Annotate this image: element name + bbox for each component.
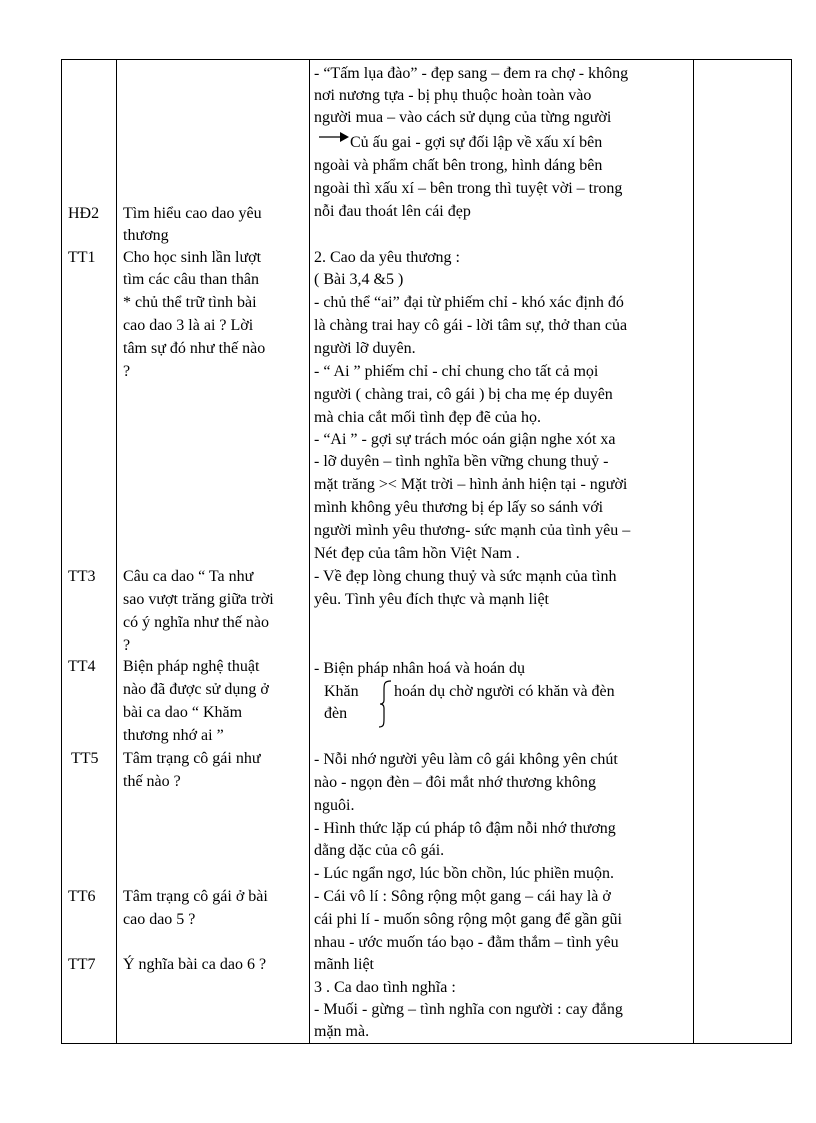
content-line: ngoài thì xấu xí – bên trong thì tuyệt vời – trong bbox=[314, 180, 623, 197]
content-line: - Cái vô lí : Sông rộng một gang – cái hay là ở bbox=[314, 888, 611, 905]
content-line: nơi nương tựa - bị phụ thuộc hoàn toàn vào bbox=[314, 87, 592, 104]
activity-line: Tâm trạng cô gái như bbox=[123, 750, 261, 767]
content-line: - lỡ duyên – tình nghĩa bền vững chung thuỷ - bbox=[314, 453, 609, 470]
brace-term: Khăn bbox=[324, 683, 359, 700]
content-line: nguôi. bbox=[314, 797, 355, 814]
row-code: HĐ2 bbox=[68, 205, 100, 222]
activity-line: bài ca dao “ Khăm bbox=[123, 704, 243, 721]
row-code: TT7 bbox=[68, 956, 96, 973]
arrow-right-icon bbox=[318, 130, 350, 144]
content-line: là chàng trai hay cô gái - lời tâm sự, thở than của bbox=[314, 317, 628, 334]
content-line: - Lúc ngẩn ngơ, lúc bồn chồn, lúc phiền muộn. bbox=[314, 865, 614, 882]
activity-line: ? bbox=[123, 363, 131, 380]
content-line: - Hình thức lặp cú pháp tô đậm nỗi nhớ thương bbox=[314, 820, 616, 837]
brace-term: đèn bbox=[324, 705, 348, 722]
content-line: - “ Ai ” phiếm chỉ - chỉ chung cho tất cả mọi bbox=[314, 363, 599, 380]
content-line: người lỡ duyên. bbox=[314, 340, 416, 357]
activity-line: Câu ca dao “ Ta như bbox=[123, 568, 254, 585]
content-line: - “Tấm lụa đào” - đẹp sang – đem ra chợ - không bbox=[314, 65, 629, 82]
content-line: 3 . Ca dao tình nghĩa : bbox=[314, 979, 456, 996]
column-divider bbox=[309, 60, 310, 1043]
content-line: Củ ấu gai - gợi sự đối lập về xấu xí bên bbox=[350, 134, 603, 151]
content-line: - chủ thể “ai” đại từ phiếm chỉ - khó xác định đó bbox=[314, 294, 624, 311]
content-line: nào - ngọn đèn – đôi mắt nhớ thương không bbox=[314, 774, 597, 791]
row-code: TT1 bbox=[68, 249, 96, 266]
activity-line: nào đã được sử dụng ở bbox=[123, 681, 269, 698]
content-line: dằng dặc của cô gái. bbox=[314, 842, 445, 859]
content-line: - Nỗi nhớ người yêu làm cô gái không yên chút bbox=[314, 751, 618, 768]
activity-line: * chủ thể trữ tình bài bbox=[123, 294, 257, 311]
activity-line: tìm các câu than thân bbox=[123, 271, 259, 288]
content-line: mãnh liệt bbox=[314, 956, 374, 973]
activity-line: ? bbox=[123, 637, 131, 654]
activity-line: tâm sự đó như thế nào bbox=[123, 340, 266, 357]
column-divider bbox=[693, 60, 694, 1043]
activity-line: Tâm trạng cô gái ở bài bbox=[123, 888, 268, 905]
content-line: - “Ai ” - gợi sự trách móc oán giận nghe xót xa bbox=[314, 431, 616, 448]
content-line: yêu. Tình yêu đích thực và mạnh liệt bbox=[314, 591, 549, 608]
content-line: ngoài và phẩm chất bên trong, hình dáng bên bbox=[314, 157, 603, 174]
content-line: Nét đẹp của tâm hồn Việt Nam . bbox=[314, 545, 520, 562]
activity-line: Biện pháp nghệ thuật bbox=[123, 658, 260, 675]
content-line: 2. Cao da yêu thương : bbox=[314, 249, 460, 266]
column-divider bbox=[116, 60, 117, 1043]
curly-brace-icon bbox=[379, 680, 393, 728]
content-line: người ( chàng trai, cô gái ) bị cha mẹ ép duyên bbox=[314, 386, 613, 403]
row-code: TT5 bbox=[71, 750, 99, 767]
content-line: mình không yêu thương bị ép lấy so sánh với bbox=[314, 499, 604, 516]
activity-line: sao vượt trăng giữa trời bbox=[123, 591, 274, 608]
content-line: mặt trăng >< Mặt trời – hình ảnh hiện tại - người bbox=[314, 476, 628, 493]
content-line: mặn mà. bbox=[314, 1023, 370, 1040]
activity-line: Ý nghĩa bài ca dao 6 ? bbox=[123, 956, 267, 973]
activity-line: thế nào ? bbox=[123, 773, 181, 790]
content-line: - Biện pháp nhân hoá và hoán dụ bbox=[314, 660, 526, 677]
content-line: mà chia cắt mối tình đẹp đẽ của họ. bbox=[314, 409, 542, 426]
content-line: nỗi đau thoát lên cái đẹp bbox=[314, 203, 471, 220]
activity-line: có ý nghĩa như thế nào bbox=[123, 614, 269, 631]
activity-line: thương bbox=[123, 227, 169, 244]
row-code: TT3 bbox=[68, 568, 96, 585]
brace-description: hoán dụ chờ người có khăn và đèn bbox=[394, 683, 615, 700]
activity-line: cao dao 5 ? bbox=[123, 911, 196, 928]
content-line: người mình yêu thương- sức mạnh của tình yêu – bbox=[314, 522, 631, 539]
activity-line: Cho học sinh lần lượt bbox=[123, 249, 262, 266]
row-code: TT4 bbox=[68, 658, 96, 675]
activity-line: cao dao 3 là ai ? Lời bbox=[123, 317, 254, 334]
row-code: TT6 bbox=[68, 888, 96, 905]
activity-line: Tìm hiểu cao dao yêu bbox=[123, 205, 262, 222]
content-line: người mua – vào cách sử dụng của từng người bbox=[314, 109, 612, 126]
content-line: cái phi lí - muốn sông rộng một gang để gần gũi bbox=[314, 911, 622, 928]
content-line: - Muối - gừng – tình nghĩa con người : cay đắng bbox=[314, 1001, 623, 1018]
activity-line: thương nhớ ai ” bbox=[123, 727, 224, 744]
content-line: - Về đẹp lòng chung thuỷ và sức mạnh của tình bbox=[314, 568, 617, 585]
content-line: ( Bài 3,4 &5 ) bbox=[314, 271, 404, 288]
content-line: nhau - ước muốn táo bạo - đằm thắm – tình yêu bbox=[314, 934, 619, 951]
